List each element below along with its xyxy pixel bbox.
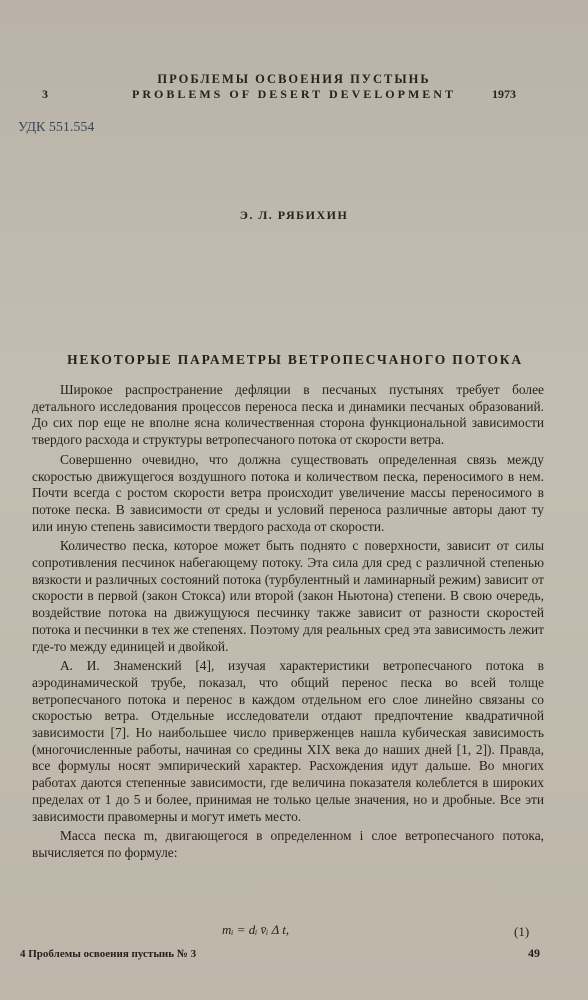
footer-signature: 4 Проблемы освоения пустынь № 3 [20, 948, 197, 960]
journal-title-en: PROBLEMS OF DESERT DEVELOPMENT [132, 87, 456, 101]
formula-number: (1) [514, 924, 530, 939]
udk-code: УДК 551.554 [18, 120, 95, 135]
article-title: НЕКОТОРЫЕ ПАРАМЕТРЫ ВЕТРОПЕСЧАНОГО ПОТОКА [67, 352, 523, 367]
journal-title-ru: ПРОБЛЕМЫ ОСВОЕНИЯ ПУСТЫНЬ [157, 72, 431, 86]
paragraph: Количество песка, которое может быть поднято с поверхности, зависит от силы сопротивления песчинок набегающему потоку. Эта сила для сред с различной степенью вязкости и различных состояний потока (турбулентный и ламинарный режим) зависит от скорости в первой (закон Стокса) или второй (закон Ньютона) степени. В свою очередь, воздействие потока на движущуюся песчинку также зависит от разности скоростей потока и песчинки в тех же степенях. Поэтому для реальных сред эта зависимость лежит где-то между единицей и двойкой. [32, 538, 544, 654]
issue-number: 3 [42, 87, 48, 101]
formula: mᵢ = dᵢ v̄ᵢ Δ t, [222, 922, 290, 937]
paragraph: Совершенно очевидно, что должна существовать определенная связь между скоростью движущегося воздушного потока и количеством песка, переносимого в нем. Почти всегда с ростом скорости ветра происходит увеличение массы переносимого в потоке песка. В зависимости от среды и условий переноса различные авторы дают ту или иную степень зависимости твердого расхода от скорости. [32, 451, 544, 534]
author-name: Э. Л. РЯБИХИН [239, 208, 349, 222]
page-number: 49 [528, 946, 540, 960]
paragraph: А. И. Знаменский [4], изучая характеристики ветропесчаного потока в аэродинамической трубе, показал, что общий перенос песка во всей толще ветропесчаного потока и перенос в каждом отдельном его слое линейно связаны со скоростью ветра. Отдельные исследователи отдают предпочтение квадратичной зависимости [7]. Но наибольшее число приверженцев нашла кубическая зависимость (многочисленные работы, начиная со средины XIX века до наших дней [1, 2]). Правда, все формулы носят эмпирический характер. Расхождения идут дальше. Во многих работах даются степенные зависимости, где величина показателя колеблется в широких пределах от 1 до 5 и более, принимая не только целые значения, но и дробные. Все эти зависимости правомерны и могут иметь место. [32, 658, 544, 824]
paragraph: Широкое распространение дефляции в песчаных пустынях требует более детального исследования процессов переноса песка и динамики песчаных образований. До сих пор еще не вполне ясна количественная сторона функциональной зависимости твердого расхода и структуры ветропесчаного потока от скорости ветра. [32, 382, 544, 448]
journal-year: 1973 [492, 87, 516, 101]
article-body [32, 382, 544, 865]
paragraph: Масса песка m, двигающегося в определенном i слое ветропесчаного потока, вычисляется по формуле: [32, 828, 544, 860]
